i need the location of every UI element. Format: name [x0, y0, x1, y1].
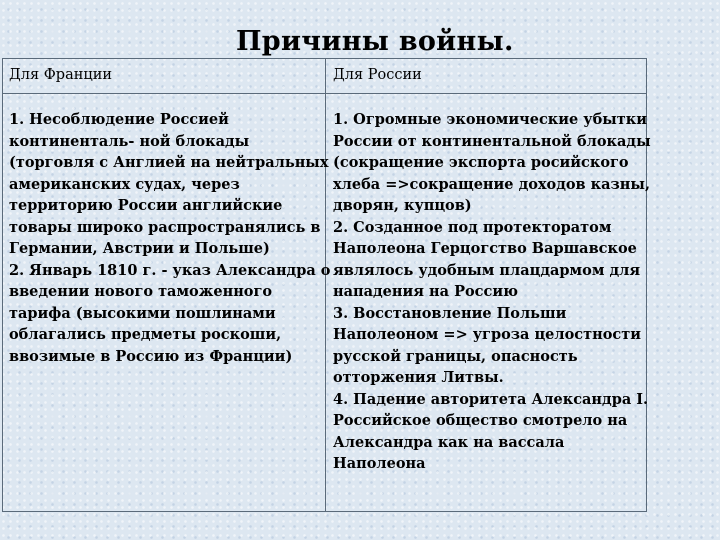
text-line: введении нового таможенного	[9, 283, 273, 300]
header-divider	[3, 93, 646, 94]
text-line: нападения на Россию	[333, 283, 518, 300]
text-line: Российское общество смотрело на	[333, 412, 628, 429]
text-line: ввозимые в Россию из Франции)	[9, 347, 293, 365]
text-line: являлось удобным плацдармом для	[333, 261, 641, 279]
header-russia: Для России	[333, 67, 422, 83]
russia-cause-1	[333, 109, 651, 217]
text-line: дворян, купцов)	[333, 197, 472, 214]
text-line: 2. Январь 1810 г. - указ Александра о	[9, 261, 331, 279]
text-line: 4. Падение авторитета Александра I.	[333, 390, 649, 408]
text-line: 1. Огромные экономические убытки	[333, 111, 648, 128]
text-line: Германии, Австрии и Польше)	[9, 240, 270, 257]
russia-cause-3	[333, 303, 645, 389]
header-france: Для Франции	[9, 67, 113, 83]
text-line: Наполеоном => угроза целостности	[333, 326, 641, 343]
text-line: (сокращение экспорта росийского	[333, 154, 629, 171]
text-line: Александра как на вассала	[333, 433, 565, 451]
france-cause-1	[9, 109, 329, 260]
text-line: 3. Восстановление Польши	[333, 304, 567, 322]
text-line: американских судах, через	[9, 175, 240, 193]
text-line: хлеба =>сокращение доходов казны,	[333, 175, 650, 193]
causes-table	[2, 58, 651, 512]
text-line: Наполеона Герцогство Варшавское	[333, 240, 637, 257]
text-line: России от континентальной блокады	[333, 132, 651, 150]
russia-causes-cell	[333, 109, 651, 475]
text-line: континенталь- ной блокады	[9, 132, 250, 150]
russia-cause-4	[333, 389, 649, 475]
france-cause-2	[9, 260, 331, 368]
text-line: территорию России английские	[9, 197, 283, 214]
russia-cause-2	[333, 217, 645, 303]
column-divider	[325, 59, 326, 511]
text-line: русской границы, опасность	[333, 347, 578, 365]
text-line: Наполеона	[333, 455, 426, 472]
text-line: облагались предметы роскоши,	[9, 326, 282, 343]
france-causes-cell	[9, 109, 331, 367]
text-line: 1. Несоблюдение Россией	[9, 111, 229, 128]
text-line: отторжения Литвы.	[333, 369, 504, 386]
text-line: товары широко распространялись в	[9, 218, 321, 236]
text-line: 2. Созданное под протекторатом	[333, 218, 612, 236]
slide-title: Причины войны.	[236, 26, 514, 57]
text-line: тарифа (высокими пошлинами	[9, 304, 276, 322]
text-line: (торговля с Англией на нейтральных	[9, 154, 329, 171]
